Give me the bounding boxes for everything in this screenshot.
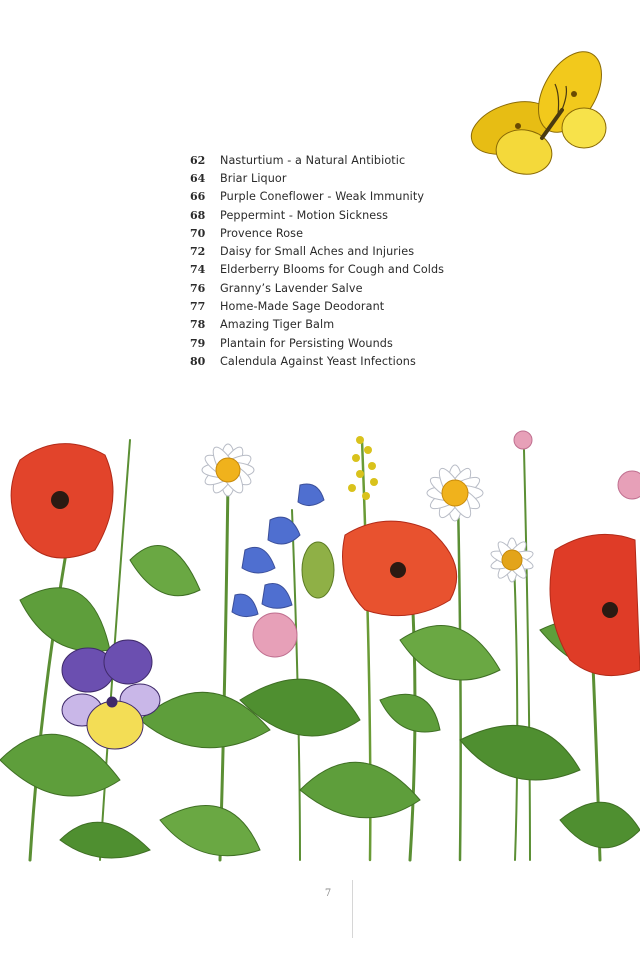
toc-entry[interactable]: [190, 206, 520, 224]
toc-entry[interactable]: [190, 261, 520, 279]
toc-entry[interactable]: [190, 224, 520, 242]
toc-page-number: 72: [190, 245, 206, 259]
toc-entry-title: Provence Rose: [220, 226, 304, 240]
page-number: 7: [324, 888, 332, 899]
toc-entry[interactable]: [190, 242, 520, 260]
toc-entry[interactable]: [190, 316, 520, 334]
toc-entry-title: Elderberry Blooms for Cough and Colds: [220, 263, 445, 277]
toc-page-number: 70: [190, 226, 206, 240]
toc-entry-title: Nasturtium - a Natural Antibiotic: [220, 153, 406, 167]
toc-entry[interactable]: [190, 188, 520, 206]
toc-page-number: 80: [190, 354, 206, 368]
toc-entry[interactable]: [190, 279, 520, 297]
toc-entry[interactable]: [190, 297, 520, 315]
toc-page-number: 74: [190, 263, 206, 277]
toc-entry[interactable]: [190, 352, 520, 370]
toc-entry[interactable]: [190, 334, 520, 352]
toc-page-number: 78: [190, 318, 206, 332]
toc-entry[interactable]: [190, 169, 520, 187]
toc-entry-title: Daisy for Small Aches and Injuries: [220, 245, 415, 259]
wildflower-meadow-illustration: [0, 400, 640, 870]
toc-page-number: 76: [190, 281, 206, 295]
toc-entry-title: Amazing Tiger Balm: [220, 318, 335, 332]
toc-entry-title: Purple Coneflower - Weak Immunity: [220, 190, 425, 204]
toc-page-number: 77: [190, 300, 206, 314]
toc-page-number: 62: [190, 153, 206, 167]
toc-entry-title: Plantain for Persisting Wounds: [220, 336, 393, 350]
toc-entry-title: Home-Made Sage Deodorant: [220, 300, 385, 314]
toc-page-number: 66: [190, 190, 206, 204]
toc-entry-title: Granny’s Lavender Salve: [220, 281, 363, 295]
toc-entry-title: Calendula Against Yeast Infections: [220, 354, 416, 368]
toc-page-number: 79: [190, 336, 206, 350]
toc-entry[interactable]: [190, 151, 520, 169]
toc-entry-title: Briar Liquor: [220, 171, 287, 185]
footer-rule: [352, 880, 353, 938]
table-of-contents: [190, 151, 520, 371]
toc-page-number: 64: [190, 171, 206, 185]
toc-page-number: 68: [190, 208, 206, 222]
toc-entry-title: Peppermint - Motion Sickness: [220, 208, 389, 222]
